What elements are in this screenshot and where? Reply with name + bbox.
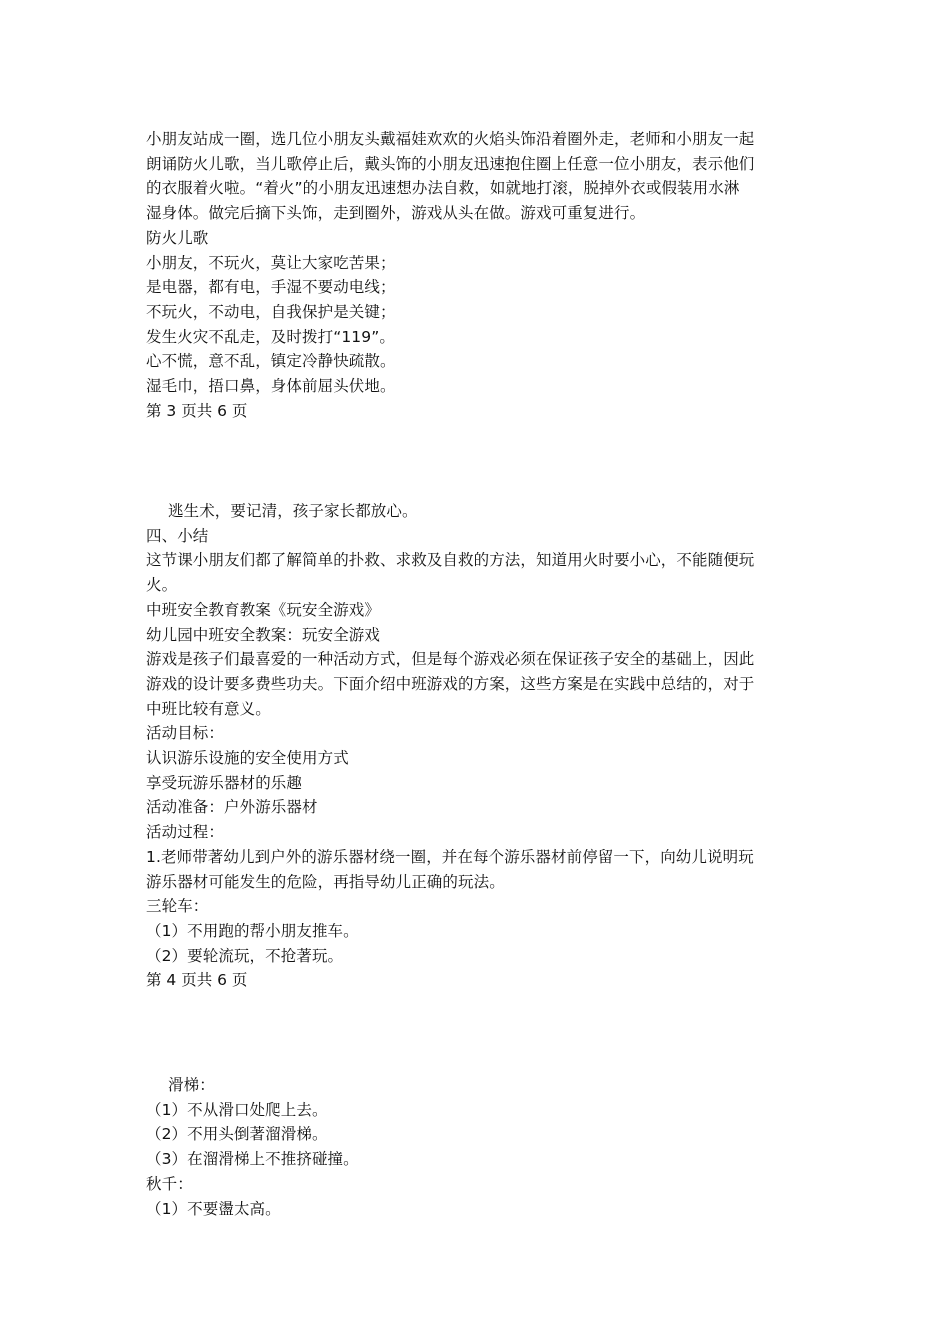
paragraph-line: 朗诵防火儿歌，当儿歌停止后，戴头饰的小朋友迅速抱住圈上任意一位小朋友，表示他们 bbox=[146, 154, 755, 173]
summary-paragraph bbox=[146, 548, 810, 597]
rule-item: （1）不从滑口处爬上去。 bbox=[146, 1100, 328, 1119]
song-line: 小朋友，不玩火，莫让大家吃苦果； bbox=[146, 253, 396, 272]
lesson-plan-subtitle: 幼儿园中班安全教案：玩安全游戏 bbox=[146, 625, 381, 644]
rule-item: （3）在溜滑梯上不推挤碰撞。 bbox=[146, 1150, 359, 1169]
song-line: 湿毛巾，捂口鼻，身体前屈头伏地。 bbox=[146, 377, 396, 396]
rule-item: （2）要轮流玩，不抢著玩。 bbox=[146, 946, 344, 965]
goals-label: 活动目标： bbox=[146, 724, 225, 743]
step-line: 游乐器材可能发生的危险，再指导幼儿正确的玩法。 bbox=[146, 872, 505, 891]
page-footer: 第 4 页共 6 页 bbox=[146, 971, 248, 990]
process-label: 活动过程： bbox=[146, 823, 225, 842]
song-lines bbox=[146, 251, 810, 399]
slide-label: 滑梯： bbox=[168, 1076, 215, 1094]
intro-line: 游戏的设计要多费些功夫。下面介绍中班游戏的方案，这些方案是在实践中总结的，对于 bbox=[146, 674, 755, 693]
intro-paragraph bbox=[146, 647, 810, 721]
song-line: 不玩火，不动电，自我保护是关键； bbox=[146, 302, 396, 321]
preparation-line: 活动准备：户外游乐器材 bbox=[146, 798, 318, 817]
swing-label: 秋千： bbox=[146, 1174, 193, 1193]
page-4-section bbox=[146, 499, 810, 993]
summary-line: 火。 bbox=[146, 576, 178, 595]
song-last-line: 逃生术，要记清，孩子家长都放心。 bbox=[168, 502, 418, 520]
song-title: 防火儿歌 bbox=[146, 228, 209, 247]
song-line: 心不慌，意不乱，镇定冷静快疏散。 bbox=[146, 352, 396, 371]
game-description-paragraph bbox=[146, 127, 810, 226]
paragraph-line: 的衣服着火啦。“着火”的小朋友迅速想办法自救，如就地打滚，脱掉外衣或假装用水淋 bbox=[146, 179, 740, 198]
summary-heading: 四、小结 bbox=[146, 526, 209, 545]
page-3-section bbox=[146, 127, 810, 423]
page-footer: 第 3 页共 6 页 bbox=[146, 401, 248, 420]
song-line: 是电器，都有电，手湿不要动电线； bbox=[146, 278, 396, 297]
step-line: 1.老师带著幼儿到户外的游乐器材绕一圈，并在每个游乐器材前停留一下，向幼儿说明玩 bbox=[146, 847, 754, 866]
page-5-section bbox=[146, 1073, 810, 1221]
rule-item: （1）不用跑的帮小朋友推车。 bbox=[146, 921, 359, 940]
summary-line: 这节课小朋友们都了解简单的扑救、求救及自救的方法，知道用火时要小心，不能随便玩 bbox=[146, 551, 755, 570]
intro-line: 中班比较有意义。 bbox=[146, 699, 271, 718]
paragraph-line: 小朋友站成一圈，选几位小朋友头戴福娃欢欢的火焰头饰沿着圈外走，老师和小朋友一起 bbox=[146, 130, 755, 148]
goal-item: 认识游乐设施的安全使用方式 bbox=[146, 749, 349, 768]
rule-item: （2）不用头倒著溜滑梯。 bbox=[146, 1125, 328, 1144]
paragraph-line: 湿身体。做完后摘下头饰，走到圈外，游戏从头在做。游戏可重复进行。 bbox=[146, 204, 646, 223]
tricycle-label: 三轮车： bbox=[146, 897, 209, 916]
intro-line: 游戏是孩子们最喜爱的一种活动方式，但是每个游戏必须在保证孩子安全的基础上，因此 bbox=[146, 650, 755, 669]
step-1-paragraph bbox=[146, 845, 810, 894]
song-line: 发生火灾不乱走，及时拨打“119”。 bbox=[146, 327, 395, 346]
goal-item: 享受玩游乐器材的乐趣 bbox=[146, 773, 303, 792]
lesson-plan-title: 中班安全教育教案《玩安全游戏》 bbox=[146, 600, 381, 619]
rule-item: （1）不要盪太高。 bbox=[146, 1199, 281, 1218]
